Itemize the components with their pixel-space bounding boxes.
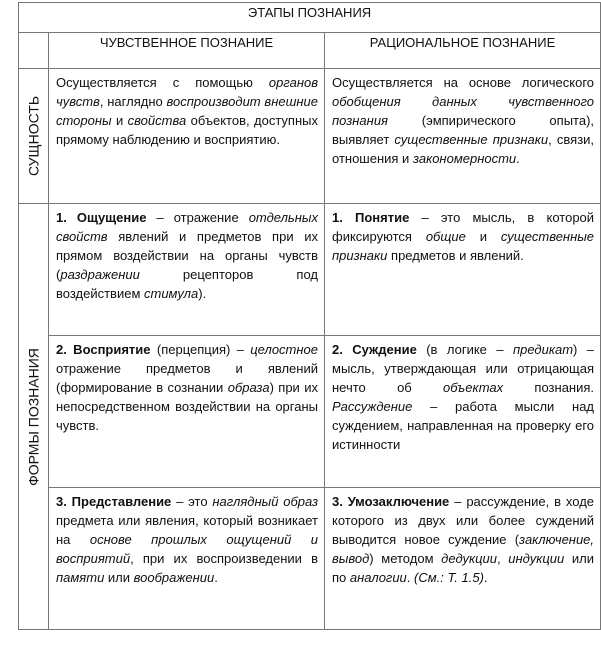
emphasis-text: общие <box>425 229 466 244</box>
knowledge-stages-table <box>18 2 601 630</box>
text-run: познания. <box>503 380 595 395</box>
emphasis-text: воспроизводит внешние стороны <box>56 94 318 128</box>
term-name: 3. Представление <box>56 494 172 509</box>
emphasis-text: дедукции <box>441 551 498 566</box>
row-label-forms: ФОРМЫ ПОЗНАНИЯ <box>25 347 41 486</box>
text-run: ). <box>198 286 207 301</box>
text-run: (перцепция) – <box>150 342 251 357</box>
emphasis-text: закономерности <box>412 151 517 166</box>
form-2-sensory-text <box>49 336 324 441</box>
row-header-essence <box>19 69 49 204</box>
essence-sensory-cell <box>49 69 325 204</box>
text-run: – это <box>171 494 213 509</box>
emphasis-text: целостное <box>250 342 318 357</box>
essence-rational-cell <box>325 69 601 204</box>
form-3-rational-text <box>325 488 600 593</box>
cell-paragraph <box>56 208 318 303</box>
emphasis-text: объектах <box>443 380 504 395</box>
cell-paragraph <box>332 73 594 168</box>
emphasis-text: образа <box>227 380 270 395</box>
form-3-rational-cell <box>325 488 601 630</box>
text-run: и <box>465 229 501 244</box>
form-2-sensory-cell <box>49 336 325 488</box>
text-run: предметов и явлений. <box>387 248 524 263</box>
form-2-rational-text <box>325 336 600 460</box>
form-1-sensory-cell <box>49 204 325 336</box>
text-run: , <box>497 551 509 566</box>
form-1-rational-text <box>325 204 600 271</box>
text-run: , наглядно <box>99 94 167 109</box>
text-run: – работа мысли над суждением, направленная на проверку его истинности <box>332 399 595 452</box>
emphasis-text: обобщения данных чувственного познания <box>332 94 595 128</box>
text-run: Осуществляется с помощью <box>56 75 269 90</box>
term-name: 1. Понятие <box>332 210 410 225</box>
form-2-rational-cell <box>325 336 601 488</box>
essence-sensory-text <box>49 69 324 155</box>
text-run: (эмпирического опыта), выявляет <box>332 113 595 147</box>
text-run: или по <box>332 551 595 585</box>
emphasis-text: (См.: Т. 1.5) <box>414 570 484 585</box>
essence-rational-text <box>325 69 600 174</box>
text-run: ) при их непосредственном воздействии на органы чувств. <box>56 380 318 433</box>
cell-paragraph <box>56 73 318 149</box>
emphasis-text: Рассуждение <box>332 399 413 414</box>
term-name: 1. Ощущение <box>56 210 147 225</box>
cell-paragraph <box>332 208 594 265</box>
text-run: . <box>516 151 520 166</box>
column-header-rational: РАЦИОНАЛЬНОЕ ПОЗНАНИЕ <box>325 33 601 69</box>
text-run: ) – мысль, утверждающая или отрицающая нечто об <box>332 342 595 395</box>
text-run: ) методом <box>369 551 442 566</box>
cell-paragraph <box>332 340 594 454</box>
term-name: 2. Суждение <box>332 342 417 357</box>
emphasis-text: наглядный образ <box>212 494 318 509</box>
text-run: отражение предметов и явлений (формирование в сознании <box>56 361 318 395</box>
cell-paragraph <box>332 492 594 587</box>
text-run: . <box>406 570 415 585</box>
form-1-rational-cell <box>325 204 601 336</box>
emphasis-text: существенные признаки <box>332 229 595 263</box>
form-3-sensory-cell <box>49 488 325 630</box>
emphasis-text: заключение, вывод <box>332 532 595 566</box>
emphasis-text: индукции <box>508 551 565 566</box>
emphasis-text: предикат <box>512 342 574 357</box>
emphasis-text: раздражении <box>60 267 140 282</box>
text-run: предмета или явления, который возникает на <box>56 513 318 547</box>
text-run: рецепторов под воздействием <box>56 267 318 301</box>
form-3-sensory-text <box>49 488 324 593</box>
text-run: явлений и предметов при их прямом воздействии на органы чувств ( <box>56 229 318 282</box>
text-run: . <box>483 570 488 585</box>
text-run: или <box>104 570 134 585</box>
term-name: 2. Восприятие <box>56 342 151 357</box>
row-header-forms <box>19 204 49 630</box>
text-run: – рассуждение, в ходе которого из двух или более суждений выводится новое суждение ( <box>332 494 595 547</box>
form-1-sensory-text <box>49 204 324 309</box>
emphasis-text: памяти <box>56 570 105 585</box>
corner-cell <box>19 33 49 69</box>
row-label-essence: СУЩНОСТЬ <box>25 95 41 177</box>
emphasis-text: основе прошлых ощущений и восприятий <box>56 532 318 566</box>
emphasis-text: стимула <box>144 286 199 301</box>
column-header-sensory: ЧУВСТВЕННОЕ ПОЗНАНИЕ <box>49 33 325 69</box>
cell-paragraph <box>56 340 318 435</box>
emphasis-text: существенные признаки <box>394 132 549 147</box>
text-run: , связи, отношения и <box>332 132 595 166</box>
term-name: 3. Умозаключение <box>332 494 450 509</box>
emphasis-text: аналогии <box>349 570 407 585</box>
text-run: , при их воспроизведении в <box>130 551 318 566</box>
text-run: . <box>214 570 218 585</box>
text-run: – это мысль, в которой фиксируются <box>332 210 595 244</box>
emphasis-text: отдельных свойств <box>56 210 318 244</box>
text-run: (в логике – <box>416 342 513 357</box>
text-run: и <box>111 113 128 128</box>
text-run: – отражение <box>146 210 249 225</box>
text-run: Осуществляется на основе логического <box>332 75 595 90</box>
cell-paragraph <box>56 492 318 587</box>
emphasis-text: воображении <box>133 570 215 585</box>
table-title: ЭТАПЫ ПОЗНАНИЯ <box>19 3 601 33</box>
emphasis-text: свойства <box>127 113 187 128</box>
emphasis-text: органов чувств <box>56 75 318 109</box>
text-run: объектов, доступных прямому наблюдению и восприятию. <box>56 113 318 147</box>
